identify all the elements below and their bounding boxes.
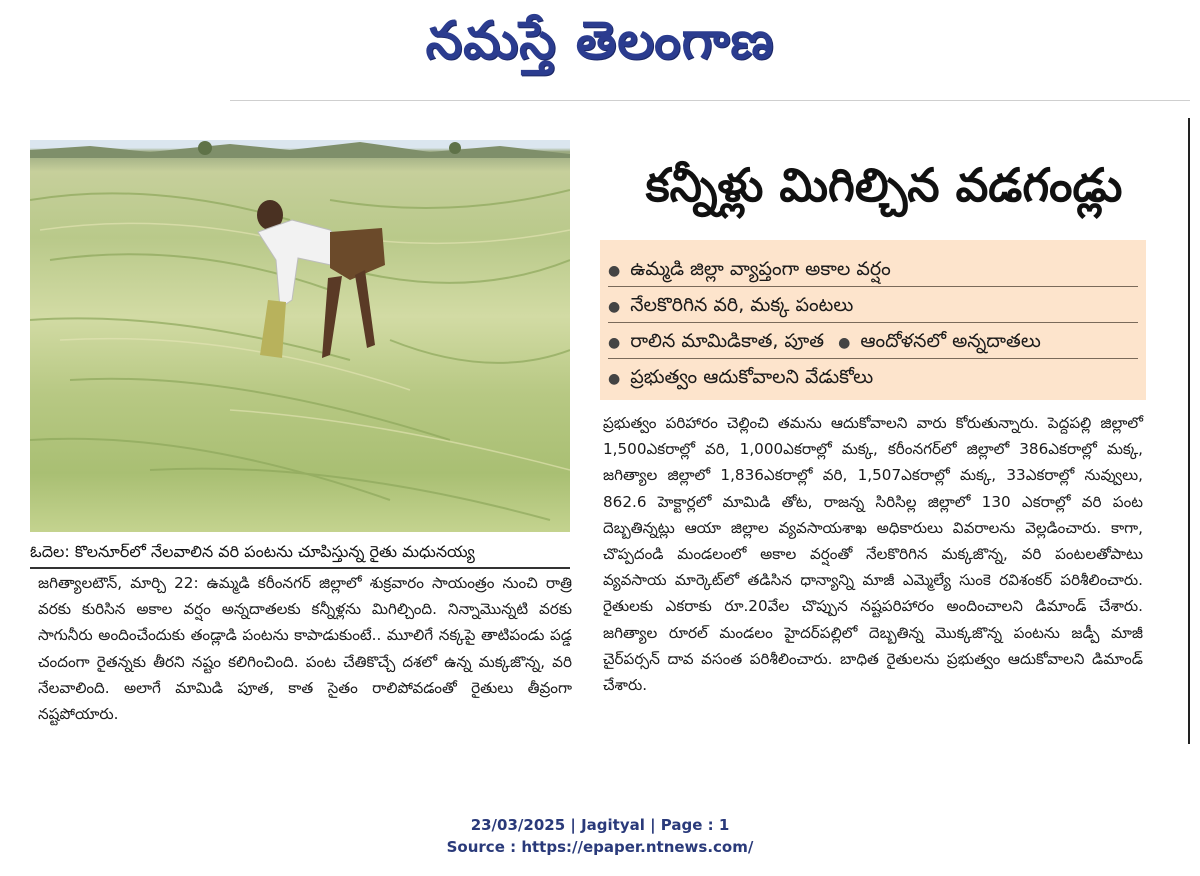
- bullet-icon: ●: [608, 335, 621, 351]
- highlight-item: ● రాలిన మామిడికాత, పూత ● ఆందోళనలో అన్నదాతలు: [608, 324, 1138, 359]
- highlights-box: [600, 240, 1146, 400]
- caption-divider: [30, 567, 570, 569]
- edition-info: 23/03/2025 | Jagityal | Page : 1: [470, 816, 730, 834]
- bullet-icon: ●: [838, 335, 851, 351]
- bullet-icon: ●: [608, 263, 621, 279]
- bullet-icon: ●: [608, 299, 621, 315]
- article-headline: కన్నీళ్లు మిగిల్చిన వడగండ్లు: [645, 158, 1123, 212]
- highlight-item: ● ప్రభుత్వం ఆదుకోవాలని వేడుకోలు: [608, 366, 874, 388]
- news-photo: [30, 140, 570, 532]
- highlight-item: ● ఉమ్మడి జిల్లా వ్యాప్తంగా అకాల వర్షం: [608, 252, 1138, 287]
- farmer-in-field-illustration: [30, 140, 570, 532]
- highlight-item: ● నేలకొరిగిన వరి, మక్క పంటలు: [608, 288, 1138, 323]
- source-link[interactable]: Source : https://epaper.ntnews.com/: [446, 838, 754, 856]
- article-body-left: [38, 570, 572, 727]
- article-paragraph: జగిత్యాలటౌన్‌, మార్చి 22: ఉమ్మడి కరీంనగర్‌ జిల్లాలో శుక్రవారం సాయంత్రం నుంచి రాత్రి వరకు కురిసిన అకాల వర్షం అన్నదాతలకు కన్నీళ్లను మిగిల్చింది. నిన్నామొన్నటి వరకు సాగునీరు అందించేందుకు తండ్లాడి పంటను కాపాడుకుంటే.. మూలిగే నక్కపై తాటిపండు పడ్డ చందంగా రైతన్నకు తీరని నష్టం కలిగించింది. పంట చేతికొచ్చే దశలో ఉన్న మక్కజొన్న, వరి నేలవాలింది. అలాగే మామిడి పూత, కాత సైతం రాలిపోవడంతో రైతులు తీవ్రంగా నష్టపోయారు.: [38, 574, 572, 724]
- masthead: [0, 0, 1200, 96]
- newspaper-logo: నమస్తే తెలంగాణ: [425, 11, 775, 71]
- masthead-divider: [230, 100, 1190, 101]
- column-rule: [1188, 118, 1190, 744]
- photo-caption: ఓదెల: కొలనూర్‌లో నేలవాలిన వరి పంటను చూపిస్తున్న రైతు మధునయ్య: [30, 542, 475, 561]
- article-paragraph: ప్రభుత్వం పరిహారం చెల్లించి తమను ఆదుకోవాలని వారు కోరుతున్నారు. పెద్దపల్లి జిల్లాలో 1,500ఎకరాల్లో వరి, 1,000ఎకరాల్లో మక్క, కరీంనగర్‌లో జిల్లాలో 386ఎకరాల్లో మక్క, జగిత్యాల జిల్లాలో 1,836ఎకరాల్లో వరి, 1,507ఎకరాల్లో మక్క, 33ఎకరాల్లో నువ్వులు, 862.6 హెక్టార్లలో మామిడి తోట, రాజన్న సిరిసిల్ల జిల్లాలో 130 ఎకరాల్లో వరి పంట దెబ్బతిన్నట్లు ఆయా జిల్లాల వ్యవసాయశాఖ అధికారులు వివరాలను వెల్లడించారు. కాగా, చొప్పదండి మండలంలో అకాల వర్షంతో నేలకొరిగిన మక్కజొన్న, వరి పంటలతోపాటు వ్యవసాయ మార్కెట్‌లో తడిసిన ధాన్యాన్ని మాజీ ఎమ్మెల్యే సుంకె రవిశంకర్‌ పరిశీలించారు. రైతులకు ఎకరాకు రూ.20వేల చొప్పున నష్టపరిహారం అందించాలని డిమాండ్‌ చేశారు. జగిత్యాల రూరల్‌ మండలం హైదర్‌పల్లిలో దెబ్బతిన్న మొక్కజొన్న పంటను జడ్పీ మాజీ చైర్‌పర్సన్‌ దావ వసంత పరిశీలించారు. బాధిత రైతులను ప్రభుత్వం ఆదుకోవాలని డిమాండ్‌ చేశారు.: [603, 414, 1143, 695]
- article-body-right: [603, 410, 1143, 698]
- bullet-icon: ●: [608, 371, 621, 387]
